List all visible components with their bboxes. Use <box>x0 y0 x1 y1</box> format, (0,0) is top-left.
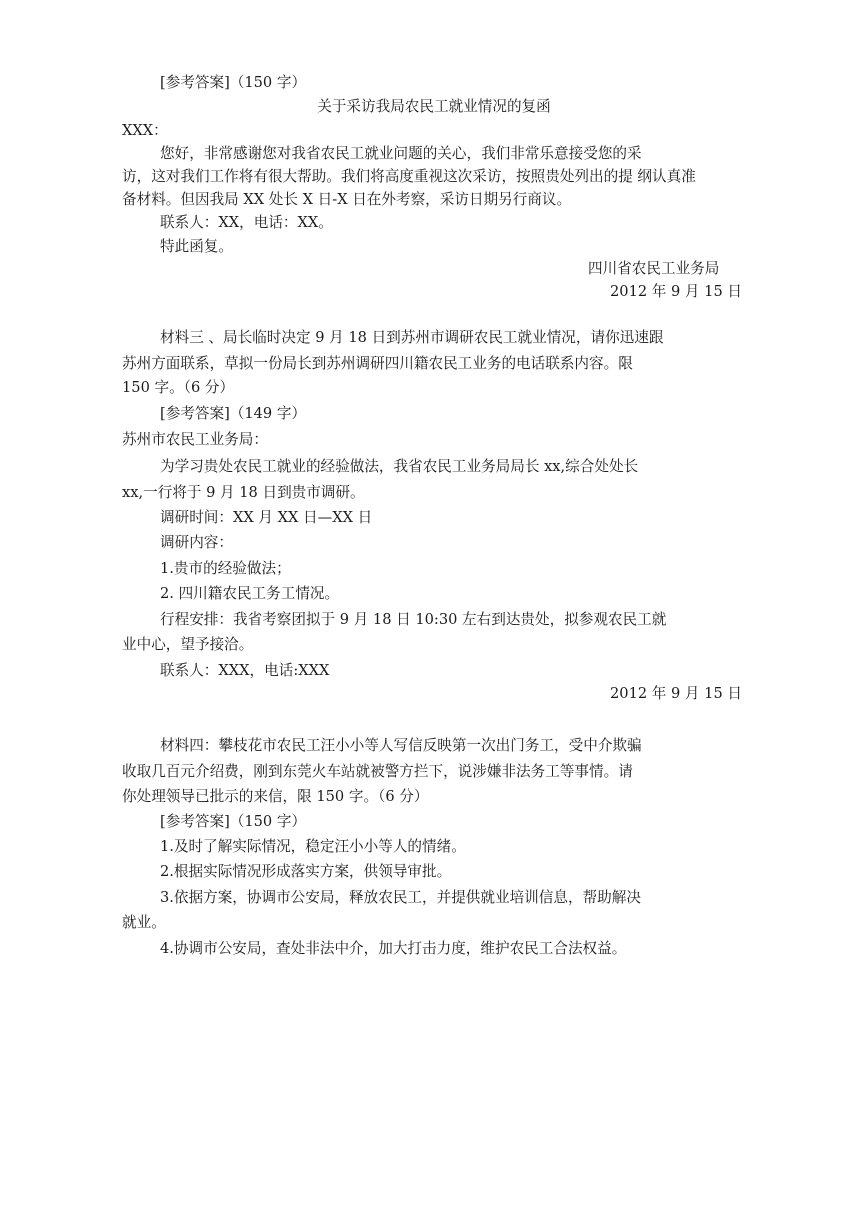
paragraph-line: 备材料。但因我局 XX 处长 X 日-X 日在外考察，采访日期另行商议。 <box>122 191 572 208</box>
answer-label: [参考答案]（149 字） <box>160 405 307 422</box>
question-line: 材料四：攀枝花市农民工汪小小等人写信反映第一次出门务工，受中介欺骗 <box>160 737 642 754</box>
question-line: 150 字。（6 分） <box>122 379 235 396</box>
contact-line: 联系人：XX，电话：XX。 <box>160 214 333 231</box>
list-item: 3.依据方案，协调市公安局，释放农民工，并提供就业培训信息，帮助解决 <box>160 889 641 906</box>
paragraph-line: 您好，非常感谢您对我省农民工就业问题的关心，我们非常乐意接受您的采 <box>160 145 642 162</box>
letter-addressee: 苏州市农民工业务局： <box>122 431 268 448</box>
list-item: 1.贵市的经验做法； <box>160 560 291 577</box>
list-item: 1.及时了解实际情况，稳定汪小小等人的情绪。 <box>160 838 466 855</box>
paragraph-line: 为学习贵处农民工就业的经验做法，我省农民工业务局局长 xx,综合处处长 <box>160 458 639 475</box>
answer-label: [参考答案]（150 字） <box>160 74 307 91</box>
question-line: 苏州方面联系，草拟一份局长到苏州调研四川籍农民工业务的电话联系内容。限 <box>122 355 633 372</box>
content-label: 调研内容： <box>160 534 233 551</box>
contact-line: 联系人：XXX，电话:XXX <box>160 662 330 679</box>
question-line: 你处理领导已批示的来信，限 150 字。（6 分） <box>122 788 429 805</box>
question-line: 材料三 、局长临时决定 9 月 18 日到苏州市调研农民工就业情况，请你迅速跟 <box>160 329 664 346</box>
itinerary-line: 行程安排：我省考察团拟于 9 月 18 日 10:30 左右到达贵处，拟参观农民工就 <box>160 611 667 628</box>
letter-title: 关于采访我局农民工就业情况的复函 <box>317 98 551 115</box>
paragraph-line: xx,一行将于 9 月 18 日到贵市调研。 <box>122 484 365 501</box>
date-line: 2012 年 9 月 15 日 <box>610 685 742 702</box>
paragraph-line: 访，这对我们工作将有很大帮助。我们将高度重视这次采访，按照贵处列出的提 纲认真准 <box>122 168 696 185</box>
question-line: 收取几百元介绍费，刚到东莞火车站就被警方拦下，说涉嫌非法务工等事情。请 <box>122 763 633 780</box>
letter-addressee: XXX： <box>122 122 168 139</box>
list-item: 就业。 <box>122 914 166 931</box>
itinerary-line: 业中心，望予接洽。 <box>122 636 254 653</box>
date-line: 2012 年 9 月 15 日 <box>610 283 742 300</box>
closing-line: 特此函复。 <box>160 238 233 255</box>
list-item: 4.协调市公安局，查处非法中介，加大打击力度，维护农民工合法权益。 <box>160 940 627 957</box>
list-item: 2. 四川籍农民工务工情况。 <box>160 585 340 602</box>
list-item: 2.根据实际情况形成落实方案，供领导审批。 <box>160 863 452 880</box>
time-line: 调研时间：XX 月 XX 日—XX 日 <box>160 509 373 526</box>
answer-label: [参考答案]（150 字） <box>160 813 307 830</box>
signature-line: 四川省农民工业务局 <box>588 260 720 277</box>
